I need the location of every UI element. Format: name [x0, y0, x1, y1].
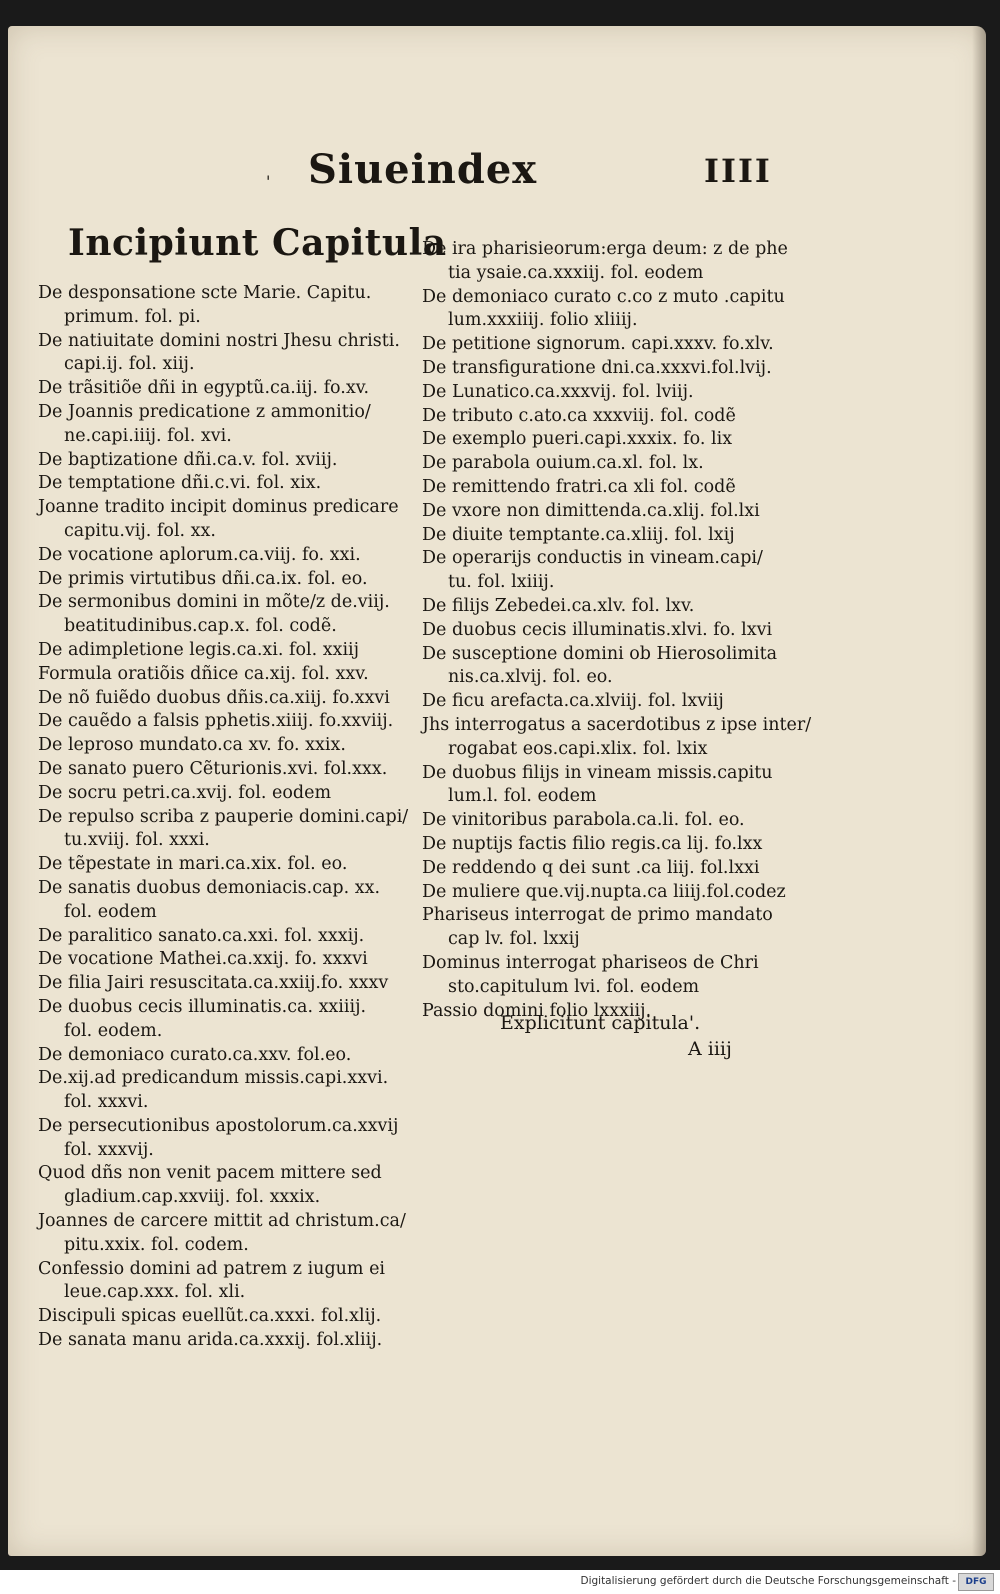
index-entry-line: De filijs Zebedei.ca.xlv. fol. lxv.	[422, 595, 695, 616]
index-entry-line: Phariseus interrogat de primo mandato	[422, 905, 773, 926]
index-entry-line: Quod dñs non venit pacem mittere sed	[38, 1163, 382, 1184]
page-mark: '	[266, 172, 271, 191]
folio-number: IIII	[704, 152, 772, 190]
index-entry-line: De persecutionibus apostolorum.ca.xxvij	[38, 1115, 399, 1136]
index-entry-line: Joanne tradito incipit dominus predicare	[38, 497, 399, 518]
index-entry-line: De transfiguratione dni.ca.xxxvi.fol.lvij.	[422, 357, 772, 378]
index-entry-line: sto.capitulum lvi. fol. eodem	[448, 976, 700, 997]
index-entry-line: ne.capi.iiij. fol. xvi.	[64, 425, 232, 446]
index-entry-line: Joannes de carcere mittit ad christum.ca/	[38, 1211, 406, 1232]
index-entry-line: De Lunatico.ca.xxxvij. fol. lviij.	[422, 381, 694, 402]
index-entry-line: fol. eodem	[64, 901, 157, 922]
index-entry-line: De cauẽdo a falsis pphetis.xiiij. fo.xxviij.	[38, 711, 394, 732]
explicit-line: Explicitunt capitula'.	[500, 1012, 701, 1034]
index-entry-line: tu.xviij. fol. xxxi.	[64, 830, 210, 851]
running-head: Siueindex	[308, 146, 538, 193]
index-entry-line: Discipuli spicas euellũt.ca.xxxi. fol.xlij.	[38, 1306, 382, 1327]
index-entry-line: De duobus cecis illuminatis.xlvi. fo. lxvi	[422, 619, 773, 640]
index-entry-line: De.xij.ad predicandum missis.capi.xxvi.	[38, 1068, 389, 1089]
index-entry-line: De reddendo q dei sunt .ca liij. fol.lxxi	[422, 857, 760, 878]
index-entry-line: cap lv. fol. lxxij	[448, 929, 580, 950]
index-entry-line: De nuptijs factis filio regis.ca lij. fo.lxx	[422, 833, 763, 854]
index-entry-line: capitu.vij. fol. xx.	[64, 520, 216, 541]
index-entry-line: De vocatione Mathei.ca.xxij. fo. xxxvi	[38, 949, 368, 970]
index-entry-line: De tẽpestate in mari.ca.xix. fol. eo.	[38, 854, 348, 875]
left-column-index	[38, 282, 408, 1353]
index-entry-line: De operarijs conductis in vineam.capi/	[422, 548, 763, 569]
index-entry-line: De adimpletione legis.ca.xi. fol. xxiij	[38, 639, 360, 660]
index-entry-line: De repulso scriba z pauperie domini.capi/	[38, 806, 409, 827]
index-entry-line: De ira pharisieorum:erga deum: z de phe	[422, 239, 788, 259]
index-entry-line: De exemplo pueri.capi.xxxix. fo. lix	[422, 429, 733, 450]
signature-mark: A iiij	[688, 1038, 732, 1060]
index-entry-line: De parabola ouium.ca.xl. fol. lx.	[422, 453, 704, 474]
index-entry-line: De vocatione aplorum.ca.viij. fo. xxi.	[38, 544, 361, 565]
index-entry-line: De sanata manu arida.ca.xxxij. fol.xliij.	[38, 1330, 383, 1351]
index-entry-line: fol. xxxvij.	[64, 1139, 154, 1160]
index-entry-line: lum.xxxiiij. folio xliiij.	[448, 310, 638, 331]
incipit-heading: Incipiunt Capitula	[68, 222, 447, 264]
index-entry-line: De petitione signorum. capi.xxxv. fo.xlv.	[422, 334, 774, 355]
index-entry-line: leue.cap.xxx. fol. xli.	[64, 1282, 246, 1303]
index-entry-line: De desponsatione scte Marie. Capitu.	[38, 283, 372, 303]
book-page	[8, 26, 986, 1556]
index-entry-line: tia ysaie.ca.xxxiij. fol. eodem	[448, 262, 704, 283]
index-entry-line: rogabat eos.capi.xlix. fol. lxix	[448, 738, 708, 759]
index-entry-line: De vxore non dimittenda.ca.xlij. fol.lxi	[422, 500, 760, 521]
index-entry-line: De Joannis predicatione z ammonitio/	[38, 401, 371, 422]
index-entry-line: De nõ fuiẽdo duobus dñis.ca.xiij. fo.xxvi	[38, 687, 390, 708]
index-entry-line: Passio domini folio lxxxiij.	[422, 1000, 652, 1021]
index-entry-line: De primis virtutibus dñi.ca.ix. fol. eo.	[38, 568, 368, 589]
index-entry-line: nis.ca.xlvij. fol. eo.	[448, 667, 613, 688]
index-entry-line: De diuite temptante.ca.xliij. fol. lxij	[422, 524, 735, 545]
index-entry-line: De paralitico sanato.ca.xxi. fol. xxxij.	[38, 925, 365, 946]
index-entry-line: De leproso mundato.ca xv. fo. xxix.	[38, 735, 346, 756]
index-entry-line: De ficu arefacta.ca.xlviij. fol. lxviij	[422, 691, 724, 712]
index-entry-line: tu. fol. lxiiij.	[448, 572, 555, 593]
index-entry-line: fol. eodem.	[64, 1020, 163, 1041]
index-entry-line: gladium.cap.xxviij. fol. xxxix.	[64, 1187, 321, 1208]
index-entry-line: beatitudinibus.cap.x. fol. codẽ.	[64, 616, 337, 637]
index-entry-line: De duobus filijs in vineam missis.capitu	[422, 762, 773, 783]
index-entry-line: Confessio domini ad patrem z iugum ei	[38, 1258, 386, 1279]
index-entry-line: De demoniaco curato c.co z muto .capitu	[422, 286, 785, 307]
index-entry-line: De muliere que.vij.nupta.ca liiij.fol.codez	[422, 881, 786, 902]
index-entry-line: De susceptione domini ob Hierosolimita	[422, 643, 778, 664]
index-entry-line: De baptizatione dñi.ca.v. fol. xviij.	[38, 449, 338, 470]
index-entry-line: Jhs interrogatus a sacerdotibus z ipse inter/	[422, 714, 812, 735]
index-entry-line: De remittendo fratri.ca xli fol. codẽ	[422, 476, 736, 497]
index-entry-line: primum. fol. pi.	[64, 306, 201, 327]
page-edge-shadow	[972, 26, 986, 1556]
index-entry-line: fol. xxxvi.	[64, 1092, 149, 1113]
index-entry-line: lum.l. fol. eodem	[448, 786, 597, 807]
index-entry-line: De filia Jairi resuscitata.ca.xxiij.fo. xxxv	[38, 973, 389, 994]
dfg-logo-icon: DFG	[958, 1573, 994, 1591]
index-entry-line: De natiuitate domini nostri Jhesu christi.	[38, 330, 400, 351]
index-entry-line: De duobus cecis illuminatis.ca. xxiiij.	[38, 996, 367, 1017]
index-entry-line: De vinitoribus parabola.ca.li. fol. eo.	[422, 810, 745, 831]
digitization-footer	[0, 1570, 1000, 1594]
right-column-index	[422, 238, 812, 1023]
index-entry-line: Formula oratiõis dñice ca.xij. fol. xxv.	[38, 663, 369, 684]
footer-credit: Digitalisierung gefördert durch die Deutsche Forschungsgemeinschaft -	[580, 1575, 956, 1587]
index-entry-line: De sanatis duobus demoniacis.cap. xx.	[38, 877, 381, 898]
index-entry-line: Dominus interrogat phariseos de Chri	[422, 952, 759, 973]
index-entry-line: De sanato puero Cẽturionis.xvi. fol.xxx.	[38, 758, 388, 779]
index-entry-line: pitu.xxix. fol. codem.	[64, 1234, 249, 1255]
index-entry-line: De trãsitiõe dñi in egyptũ.ca.iij. fo.xv.	[38, 378, 370, 399]
index-entry-line: De sermonibus domini in mõte/z de.viij.	[38, 592, 390, 613]
index-entry-line: De temptatione dñi.c.vi. fol. xix.	[38, 473, 322, 494]
index-entry-line: De tributo c.ato.ca xxxviij. fol. codẽ	[422, 405, 736, 426]
index-entry-line: De demoniaco curato.ca.xxv. fol.eo.	[38, 1044, 352, 1065]
index-entry-line: De socru petri.ca.xvij. fol. eodem	[38, 782, 332, 803]
index-entry-line: capi.ij. fol. xiij.	[64, 354, 195, 375]
